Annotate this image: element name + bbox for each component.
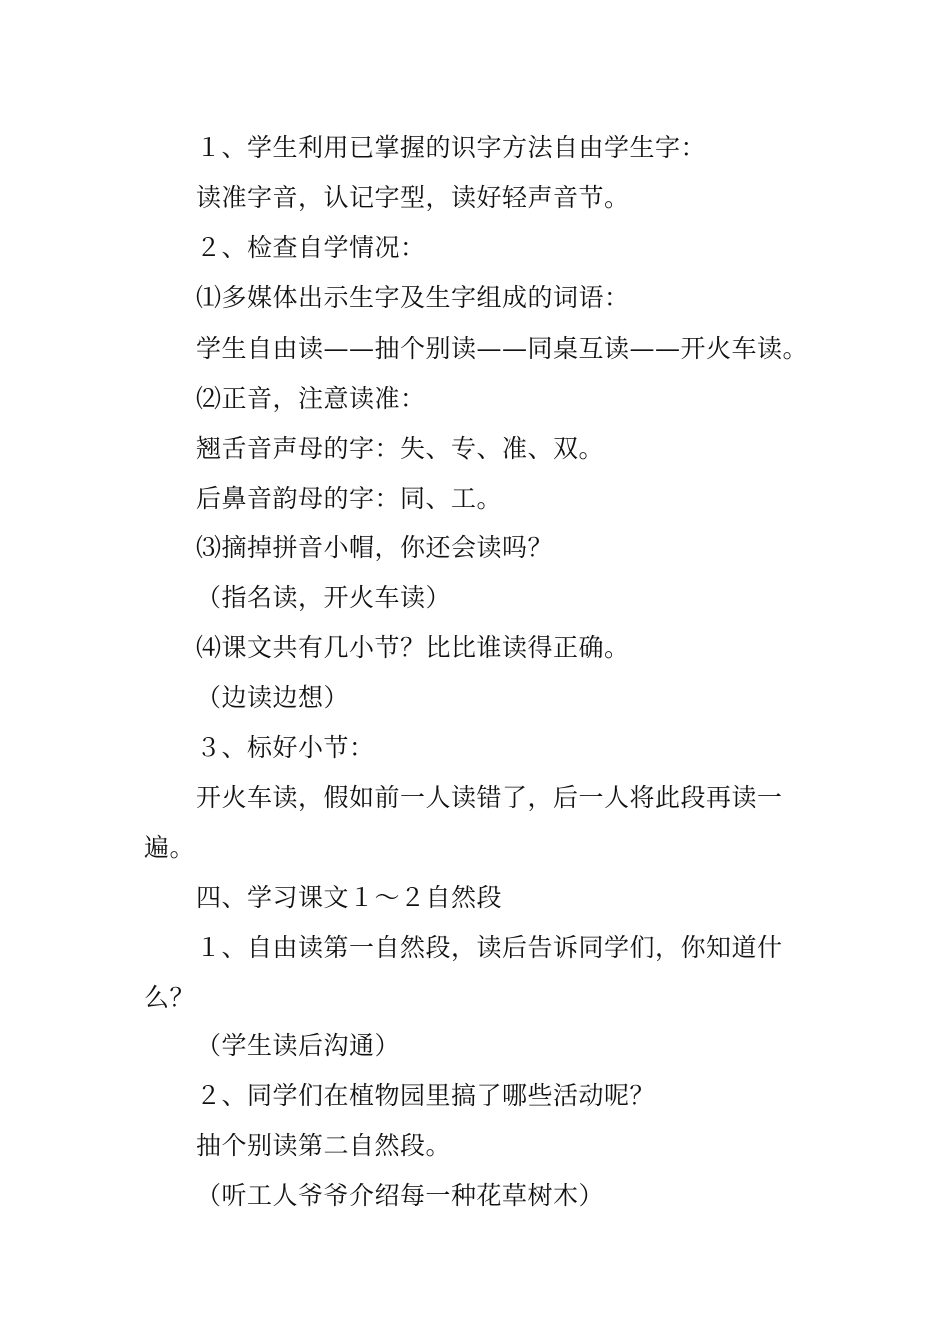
text-line: 读准字音，认记字型，读好轻声音节。: [196, 183, 630, 212]
text-line: ２、同学们在植物园里搞了哪些活动呢？: [196, 1081, 656, 1110]
text-line: ⑶摘掉拼音小帽，你还会读吗？: [196, 533, 554, 562]
text-line: （听工人爷爷介绍每一种花草树木）: [196, 1181, 605, 1210]
text-line: ⑵正音，注意读准：: [196, 384, 426, 413]
text-line: 遍。: [144, 833, 196, 862]
text-line: ⑴多媒体出示生字及生字组成的词语：: [196, 283, 630, 312]
text-line: ２、检查自学情况：: [196, 233, 426, 262]
text-line: 后鼻音韵母的字：同、工。: [196, 484, 503, 513]
text-line: 开火车读，假如前一人读错了，后一人将此段再读一: [196, 783, 783, 812]
text-line: １、自由读第一自然段，读后告诉同学们，你知道什: [196, 933, 783, 962]
text-line: （边读边想）: [196, 683, 350, 712]
text-line: 学生自由读——抽个别读——同桌互读——开火车读。: [196, 334, 809, 363]
text-line: 翘舌音声母的字：失、专、准、双。: [196, 434, 605, 463]
text-line: （学生读后沟通）: [196, 1031, 401, 1060]
text-line: １、学生利用已掌握的识字方法自由学生字：: [196, 133, 707, 162]
text-line: 么？: [144, 983, 196, 1012]
text-line: 四、学习课文１～２自然段: [196, 883, 503, 912]
text-line: ３、标好小节：: [196, 733, 375, 762]
text-line: ⑷课文共有几小节？比比谁读得正确。: [196, 633, 630, 662]
text-line: （指名读，开火车读）: [196, 583, 452, 612]
text-line: 抽个别读第二自然段。: [196, 1131, 452, 1160]
